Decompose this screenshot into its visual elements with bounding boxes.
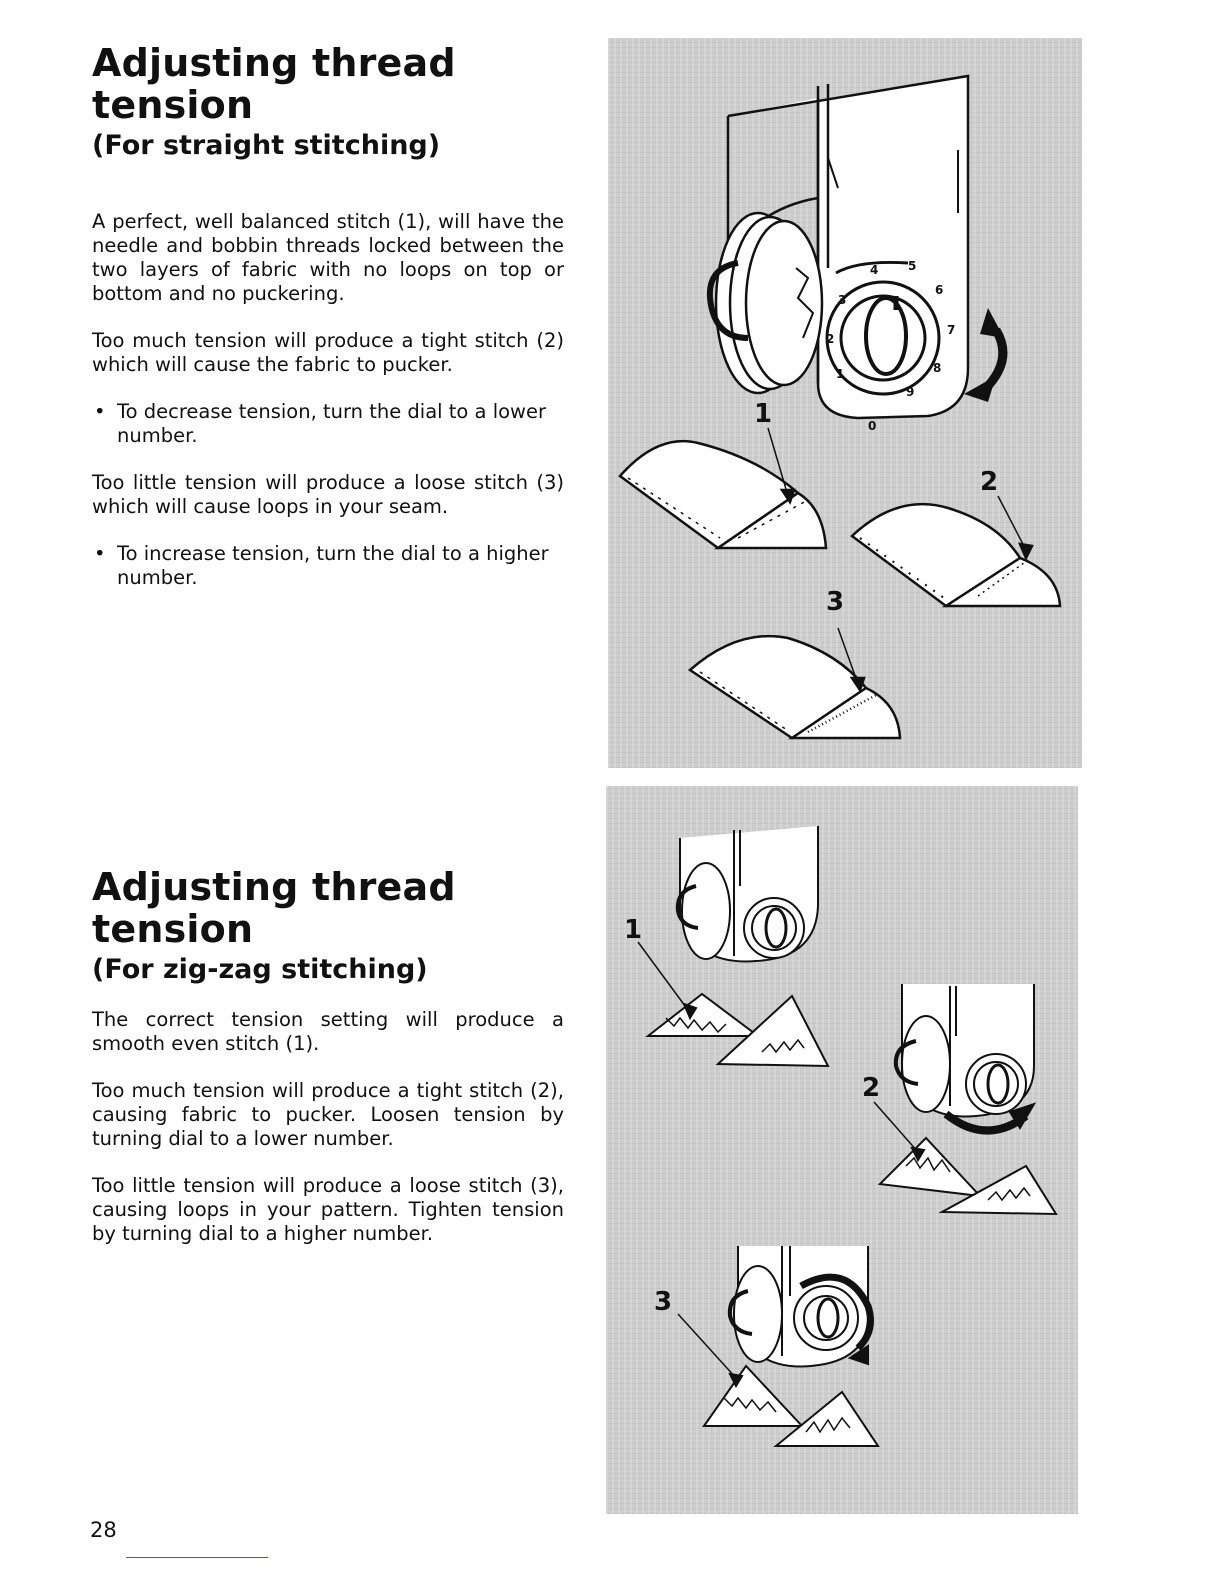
section1-paragraph2: Too much tension will produce a tight stitch (2) which will cause the fabric to pucker. bbox=[92, 329, 564, 376]
section2-paragraph2: Too much tension will produce a tight stitch (2), causing fabric to pucker. Loosen tension by turning dial to a lower number. bbox=[92, 1079, 564, 1150]
figure-zigzag-stitch-tension bbox=[606, 786, 1078, 1514]
dial-number-5: 5 bbox=[908, 259, 917, 273]
section1-bullet2-text: To increase tension, turn the dial to a higher number. bbox=[117, 542, 549, 589]
section2-title: Adjusting thread tension bbox=[92, 865, 456, 951]
section1-subtitle: (For straight stitching) bbox=[92, 130, 441, 161]
dial-number-2: 2 bbox=[826, 332, 835, 346]
footer-rule bbox=[126, 1557, 268, 1558]
fabric-swatch-balanced-icon bbox=[620, 428, 826, 548]
section1-paragraph3: Too little tension will produce a loose stitch (3) which will cause loops in your seam. bbox=[92, 471, 564, 518]
section2-paragraph3: Too little tension will produce a loose stitch (3), causing loops in your pattern. Tighten tension by turning dial to a higher number. bbox=[92, 1174, 564, 1245]
figure2-callout-2: 2 bbox=[862, 1073, 881, 1103]
dial-number-7: 7 bbox=[947, 323, 956, 337]
figure2-illustration bbox=[606, 786, 1078, 1514]
section1-bullet2 bbox=[92, 542, 564, 590]
dial-number-6: 6 bbox=[935, 283, 944, 297]
page-number: 28 bbox=[90, 1518, 117, 1542]
dial-number-0: 0 bbox=[868, 419, 877, 433]
bullet-dot: • bbox=[94, 542, 106, 565]
section-straight-stitching bbox=[92, 42, 564, 613]
section-zigzag-stitching bbox=[92, 866, 564, 1269]
section1-paragraph1: A perfect, well balanced stitch (1), will have the needle and bobbin threads locked between the two layers of fabric with no loops on top or bottom and no puckering. bbox=[92, 210, 564, 305]
fabric-swatch-loose-icon bbox=[690, 628, 900, 738]
section2-subtitle: (For zig-zag stitching) bbox=[92, 954, 428, 985]
figure-straight-stitch-tension bbox=[608, 38, 1082, 768]
dial-number-9: 9 bbox=[906, 385, 915, 399]
figure1-callout-3: 3 bbox=[826, 587, 845, 617]
dial-number-4: 4 bbox=[870, 263, 879, 277]
tension-housing-small-2-icon bbox=[896, 984, 1034, 1131]
figure1-illustration bbox=[608, 38, 1082, 768]
section1-title: Adjusting thread tension bbox=[92, 41, 456, 127]
figure1-callout-1: 1 bbox=[754, 399, 773, 429]
zigzag-swatch-tight-icon bbox=[874, 1102, 1056, 1214]
figure2-callout-3: 3 bbox=[654, 1287, 673, 1317]
section1-bullet1 bbox=[92, 400, 564, 448]
figure1-callout-2: 2 bbox=[980, 467, 999, 497]
tension-housing-small-3-icon bbox=[730, 1246, 871, 1367]
dial-number-8: 8 bbox=[933, 361, 942, 375]
figure2-callout-1: 1 bbox=[624, 915, 643, 945]
dial-number-1: 1 bbox=[836, 367, 845, 381]
bullet-dot: • bbox=[94, 400, 106, 423]
section1-bullet1-text: To decrease tension, turn the dial to a lower number. bbox=[117, 400, 547, 447]
fabric-swatch-tight-icon bbox=[852, 496, 1060, 606]
tension-housing-small-1-icon bbox=[678, 826, 818, 961]
rotation-arrow-icon bbox=[964, 308, 1004, 402]
dial-number-3: 3 bbox=[838, 293, 847, 307]
section2-paragraph1: The correct tension setting will produce a smooth even stitch (1). bbox=[92, 1008, 564, 1055]
